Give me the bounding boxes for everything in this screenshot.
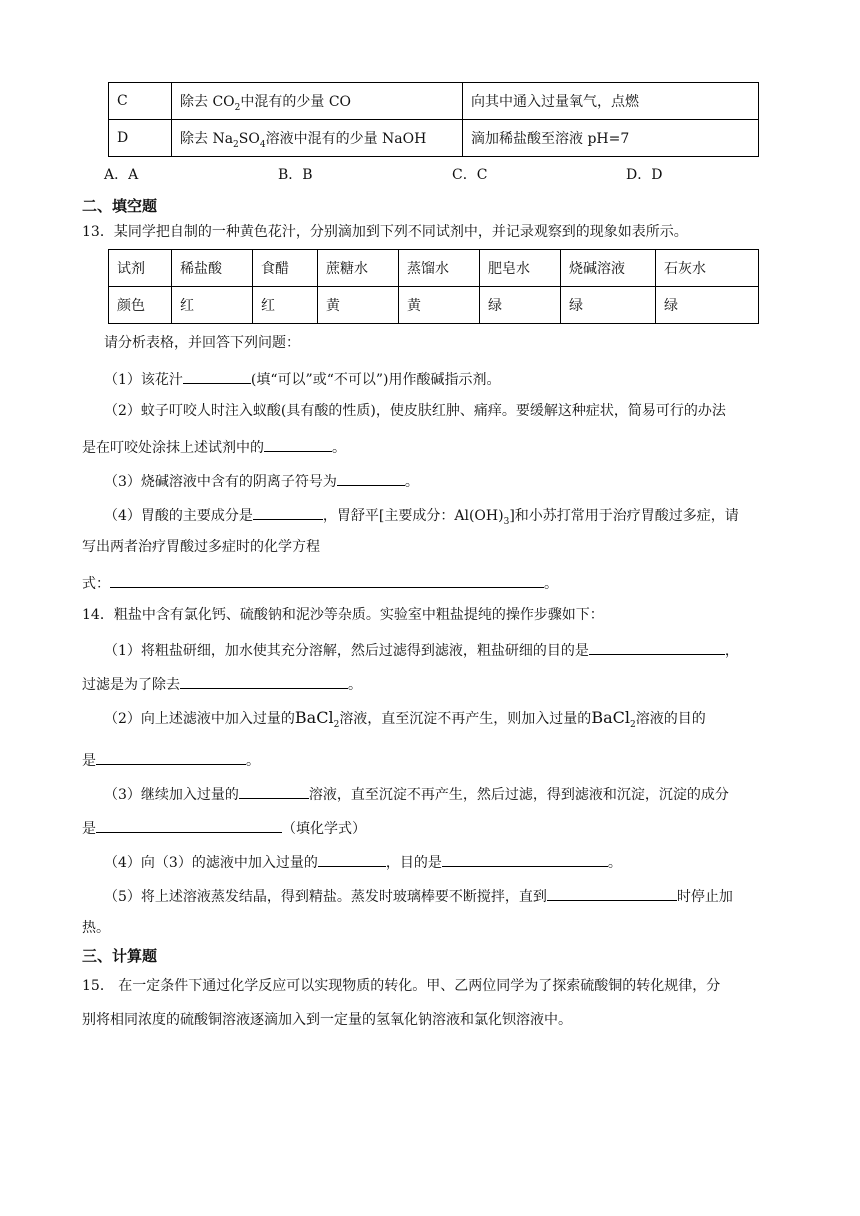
table-cell: 试剂 <box>109 250 172 287</box>
table-cell: 黄 <box>399 287 480 324</box>
q13-part-3: （3）烧碱溶液中含有的阴离子符号为 。 <box>104 469 419 492</box>
choice-b[interactable]: B．B <box>278 167 313 183</box>
table-cell: 稀盐酸 <box>172 250 253 287</box>
table-cell: 红 <box>172 287 253 324</box>
answer-blank[interactable] <box>110 571 544 588</box>
table-cell: 蒸馏水 <box>399 250 480 287</box>
table-cell: 绿 <box>561 287 656 324</box>
table-cell: 颜色 <box>109 287 172 324</box>
table-row <box>109 120 759 157</box>
choice-c[interactable]: C．C <box>452 167 488 183</box>
table-cell: 肥皂水 <box>480 250 561 287</box>
q13-part-4-line1: （4）胃酸的主要成分是 ，胃舒平[主要成分：$Al(OH)_3$]和小苏打常用于治疗胃酸过多症，请 <box>104 503 739 526</box>
q13-part-2-line2: 是在叮咬处涂抹上述试剂中的 。 <box>82 435 346 458</box>
indicator-table <box>108 249 759 324</box>
q14-part-2-line1: （2）向上述滤液中加入过量的BaCl$_2$溶液，直至沉淀不再产生，则加入过量的BaCl$_2$溶液的目的 <box>104 708 706 730</box>
table-row <box>109 83 759 120</box>
question-15-line2: 别将相同浓度的硫酸铜溶液逐滴加入到一定量的氢氧化钠溶液和氯化钡溶液中。 <box>82 1012 572 1028</box>
table-cell: 绿 <box>480 287 561 324</box>
table-cell: 蔗糖水 <box>318 250 399 287</box>
answer-blank[interactable] <box>180 672 348 689</box>
choice-a[interactable]: A．A <box>104 167 139 183</box>
q14-part-3-line2: 是 （填化学式） <box>82 816 366 839</box>
question-15-line1: 15． 在一定条件下通过化学反应可以实现物质的转化。甲、乙两位同学为了探索硫酸铜的转化规律，分 <box>82 978 721 994</box>
question-13-intro: 请分析表格，并回答下列问题： <box>104 335 300 351</box>
q13-part-4-line2: 写出两者治疗胃酸过多症时的化学方程 <box>82 539 320 555</box>
option-label: C <box>109 83 172 120</box>
answer-blank[interactable] <box>589 638 725 655</box>
q13-part-2-line1: （2）蚊子叮咬人时注入蚁酸(具有酸的性质)，使皮肤红肿、痛痒。要缓解这种症状，简易可行的办法 <box>104 403 726 419</box>
table-cell: 烧碱溶液 <box>561 250 656 287</box>
answer-blank[interactable] <box>239 782 309 799</box>
q14-part-5-line1: （5）将上述溶液蒸发结晶，得到精盐。蒸发时玻璃棒要不断搅拌，直到 时停止加 <box>104 884 733 907</box>
table-cell: 食醋 <box>253 250 318 287</box>
question-14-stem: 14．粗盐中含有氯化钙、硫酸钠和泥沙等杂质。实验室中粗盐提纯的操作步骤如下： <box>82 607 604 623</box>
table-row <box>109 287 759 324</box>
option-method: 向其中通入过量氧气，点燃 <box>463 83 759 120</box>
q14-part-1-line2: 过滤是为了除去 。 <box>82 672 362 695</box>
answer-blank[interactable] <box>96 748 246 765</box>
answer-blank[interactable] <box>318 850 386 867</box>
q13-part-1: （1）该花汁 (填“可以”或“不可以”)用作酸碱指示剂。 <box>104 367 500 390</box>
table-cell: 红 <box>253 287 318 324</box>
option-label: D <box>109 120 172 157</box>
option-purpose: 除去 $CO_2$中混有的少量 CO <box>172 83 463 120</box>
options-table <box>108 82 759 157</box>
answer-blank[interactable] <box>547 884 677 901</box>
table-cell: 石灰水 <box>656 250 759 287</box>
section-heading: 三、计算题 <box>82 947 158 965</box>
question-13-stem: 13．某同学把自制的一种黄色花汁，分别滴加到下列不同试剂中，并记录观察到的现象如表所示。 <box>82 224 688 240</box>
q13-part-4-line3: 式： 。 <box>82 571 558 594</box>
table-row <box>109 250 759 287</box>
answer-blank[interactable] <box>442 850 608 867</box>
option-purpose: 除去 $Na_2SO_4$溶液中混有的少量 NaOH <box>172 120 463 157</box>
choice-d[interactable]: D．D <box>626 167 663 183</box>
table-cell: 黄 <box>318 287 399 324</box>
answer-blank[interactable] <box>183 367 251 384</box>
answer-blank[interactable] <box>264 435 332 452</box>
q14-part-4: （4）向（3）的滤液中加入过量的 ，目的是 。 <box>104 850 622 873</box>
section-heading: 二、填空题 <box>82 197 158 215</box>
q14-part-2-line2: 是 。 <box>82 748 260 771</box>
q14-part-5-line2: 热。 <box>82 920 110 936</box>
table-cell: 绿 <box>656 287 759 324</box>
answer-blank[interactable] <box>337 469 405 486</box>
answer-blank[interactable] <box>96 816 282 833</box>
option-method: 滴加稀盐酸至溶液 pH=7 <box>463 120 759 157</box>
q14-part-1-line1: （1）将粗盐研细，加水使其充分溶解，然后过滤得到滤液，粗盐研细的目的是 ， <box>104 638 739 661</box>
answer-blank[interactable] <box>253 503 323 520</box>
q14-part-3-line1: （3）继续加入过量的 溶液，直至沉淀不再产生，然后过滤，得到滤液和沉淀，沉淀的成分 <box>104 782 729 805</box>
